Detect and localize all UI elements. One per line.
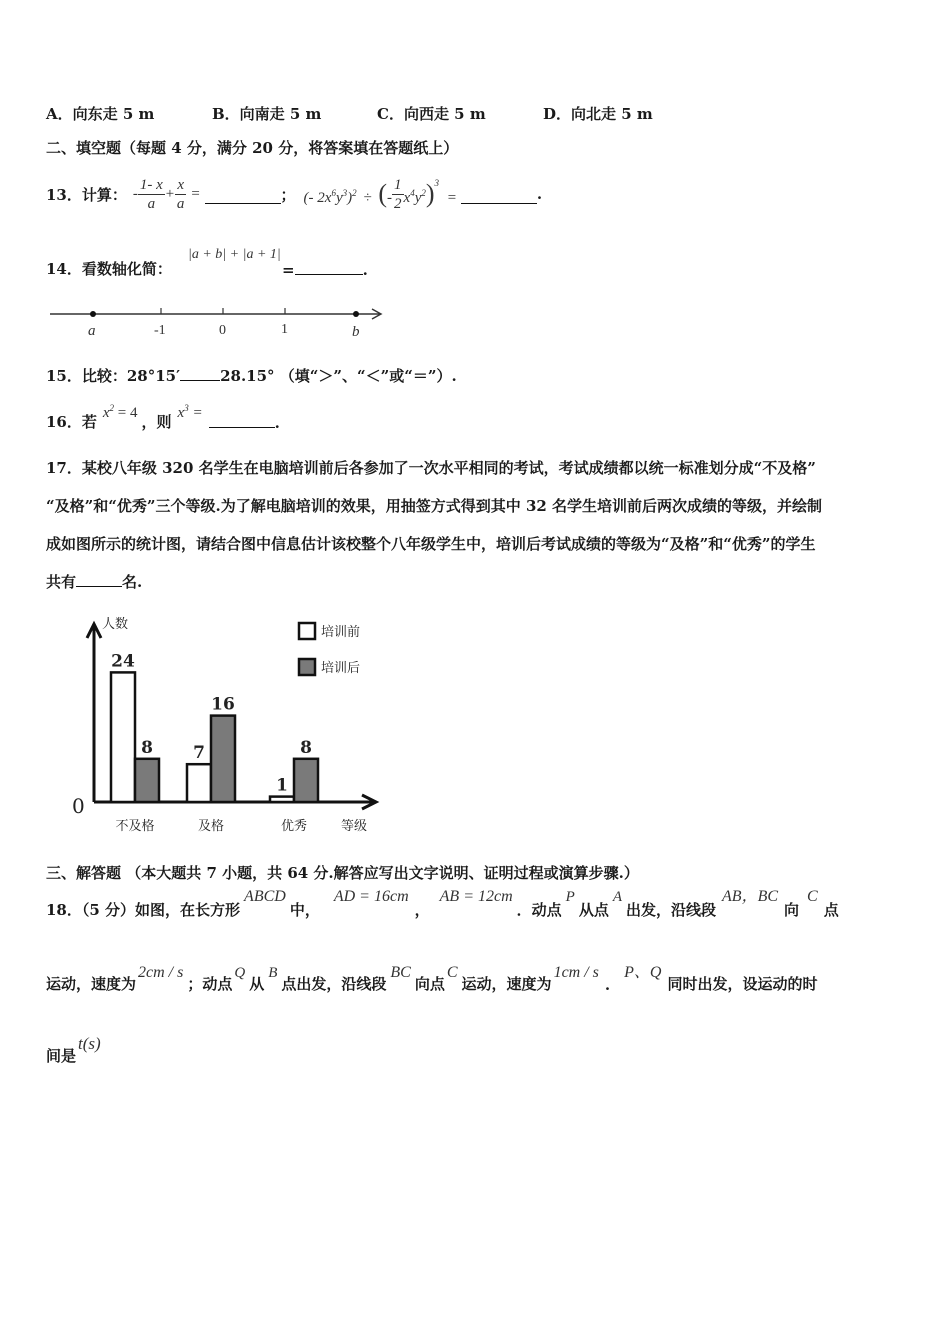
q18-c: C (807, 888, 818, 905)
axis-label-1: 1 (281, 322, 288, 337)
data-label-after-2: 16 (211, 694, 235, 715)
q13-expr-2 (304, 179, 392, 209)
bar-before-2 (187, 764, 211, 802)
q18-pq: P、Q (624, 964, 662, 981)
q17-line-4b: 名. (122, 573, 143, 591)
q13-answer-blank-1[interactable] (205, 185, 281, 204)
q18-text-1e: 从点 (578, 901, 609, 919)
q13-close-paren: ) (347, 190, 353, 206)
q13-f1-denominator: a (147, 195, 156, 212)
x-axis-label: 等级 (341, 819, 368, 834)
q13-y1: y (335, 190, 343, 206)
q17-line-4 (46, 571, 142, 592)
q18-ab-bc: AB，BC (722, 888, 779, 905)
section-3-title: 三、解答题 （本大题共 7 小题，共 64 分.解答应写出文字说明、证明过程或演算步骤.） (46, 864, 639, 882)
q18-b: B (268, 965, 278, 981)
q18-text-1a: 18．（5 分）如图，在长方形 (46, 901, 241, 919)
q18-text-2h: 同时出发，设运动的时 (667, 975, 818, 993)
q18-text-1b: 中， (289, 901, 320, 919)
q18-text-2e: 向点 (414, 975, 445, 993)
legend-swatch-after (299, 659, 315, 675)
q16-period: . (274, 414, 280, 432)
q13-x: x (403, 190, 411, 206)
q13-f3-denominator: 2 (394, 195, 402, 212)
data-label-before-2: 7 (193, 743, 205, 764)
q18-ad: AD = 16cm (333, 888, 409, 905)
data-label-before-1: 24 (111, 651, 135, 672)
legend (299, 623, 360, 676)
choice-a: A．向东走 5 m (46, 105, 155, 123)
q13-exp-6: 6 (331, 188, 336, 198)
q16-cond-exp: 2 (109, 403, 115, 413)
data-label-after-1: 8 (141, 737, 153, 758)
q16-res-x: x (177, 405, 185, 421)
q13-big-paren-close: ) (425, 179, 435, 208)
q16-then: ，则 (141, 413, 172, 431)
q18-text-1h: 点 (823, 901, 839, 919)
q16-condition (103, 403, 138, 436)
q17-answer-blank[interactable] (76, 572, 122, 587)
q15-answer-blank[interactable] (180, 366, 220, 381)
axis-label-minus-1: -1 (154, 323, 166, 338)
q18-a: A (612, 889, 623, 905)
q18-text-1c: ， (414, 901, 430, 919)
axis-label-a: a (88, 323, 96, 339)
axis-label-0: 0 (219, 323, 226, 338)
q14-equals: = (282, 261, 295, 279)
choice-c: C．向西走 5 m (377, 105, 486, 123)
q16-res-equals: = (192, 405, 203, 421)
question-16 (46, 400, 280, 436)
q17-line-1: 17．某校八年级 320 名学生在电脑培训前后各参加了一次水平相同的考试，考试成绩都以统一标准划分成“不及格” (46, 459, 816, 477)
q18-speed-1: 2cm / s (138, 964, 184, 981)
bar-after-2 (211, 716, 235, 802)
q13-exp-3b: 3 (434, 178, 440, 188)
q13-f2-numerator: x (175, 176, 187, 195)
q16-answer-blank[interactable] (209, 413, 275, 428)
q16-res-exp: 3 (184, 403, 189, 413)
bar-after-3 (294, 759, 318, 802)
section-2-title: 二、填空题（每题 4 分，满分 20 分，将答案填在答题纸上） (46, 139, 459, 157)
q18-p: P (565, 889, 575, 905)
bars-group (111, 651, 318, 802)
legend-swatch-before (299, 623, 315, 639)
choice-d: D．向北走 5 m (543, 105, 653, 123)
q18-text-2g: . (604, 976, 611, 994)
point-b (353, 311, 359, 317)
q14-expression: |a + b| + |a + 1| (188, 247, 281, 262)
data-label-after-3: 8 (300, 737, 312, 758)
data-label-before-3: 1 (276, 775, 288, 796)
q13-exp-4: 4 (410, 188, 415, 198)
q13-f2-denominator: a (176, 195, 185, 212)
q18-text-2a: 运动，速度为 (46, 975, 137, 993)
q13-fraction-2 (175, 176, 187, 213)
q13-minus-2: - (387, 190, 393, 206)
q13-equals: = (190, 185, 201, 202)
q13-f1-numerator: 1- x (139, 176, 163, 193)
q14-period: . (362, 261, 368, 279)
bar-after-1 (135, 759, 159, 802)
q13-exp-3a: 3 (342, 188, 348, 198)
q18-line-1 (46, 884, 839, 924)
q18-abcd: ABCD (244, 888, 286, 905)
q13-exp-2b: 2 (421, 188, 426, 198)
q13-fraction-3 (392, 176, 404, 213)
q16-cond-x: x (102, 405, 110, 421)
q18-c-2: C (446, 964, 458, 981)
q13-e2-left: (- 2x (303, 190, 332, 206)
q17-line-3: 成如图所示的统计图，请结合图中信息估计该校整个八年级学生中，培训后考试成绩的等级为“及格”和“优秀”的学生 (46, 535, 816, 553)
q15-text-b: 28.15° （填“＞”、“＜”或“＝”）. (220, 367, 457, 385)
q18-text-1f: 出发，沿线段 (626, 901, 717, 919)
q13-minus: - (132, 185, 138, 202)
q18-line-2 (46, 960, 817, 998)
question-13 (46, 172, 542, 216)
bar-chart (60, 606, 400, 842)
q16-label: 16．若 (46, 413, 97, 431)
q13-y2: y (414, 190, 422, 206)
q18-text-2f: 运动，速度为 (461, 975, 552, 993)
number-line (46, 300, 396, 342)
category-label-2: 及格 (197, 819, 225, 834)
y-axis-label: 人数 (102, 617, 129, 632)
q13-separator: ； (280, 185, 296, 204)
q18-text-2d: 点出发，沿线段 (281, 975, 387, 993)
choice-b: B．向南走 5 m (212, 105, 322, 123)
category-label-1: 不及格 (115, 819, 155, 834)
q13-fraction-1 (138, 176, 165, 213)
q18-ts: t(s) (78, 1034, 101, 1053)
q13-answer-blank-2[interactable] (461, 185, 537, 204)
q18-text-2c: 从 (249, 975, 265, 993)
category-label-3: 优秀 (280, 819, 308, 834)
q13-big-paren-open: ( (378, 179, 388, 208)
q13-expr-3 (404, 179, 461, 209)
legend-label-after: 培训后 (321, 661, 361, 676)
q18-bc: BC (390, 964, 411, 981)
q13-exp-2: 2 (352, 188, 357, 198)
q14-answer-line (282, 258, 368, 279)
q15-text-a: 15．比较：28°15′ (46, 367, 181, 385)
bar-before-1 (111, 672, 135, 802)
q18-text-3a: 间是 (46, 1047, 77, 1065)
q14-label: 14．看数轴化简： (46, 260, 172, 278)
q18-text-2b: ；动点 (187, 975, 233, 993)
point-a (90, 311, 96, 317)
q18-line-3 (46, 1034, 101, 1070)
axis-label-b: b (352, 324, 360, 340)
q17-line-2: “及格”和“优秀”三个等级.为了解电脑培训的效果，用抽签方式得到其中 32 名学生培训前后两次成绩的等级，并绘制 (46, 497, 823, 515)
q13-f3-numerator: 1 (394, 176, 402, 193)
q13-plus: + (164, 185, 175, 202)
q16-answer (209, 413, 280, 436)
q17-line-4a: 共有 (46, 573, 77, 591)
q13-label: 13．计算： (46, 185, 127, 204)
q16-cond-value: = 4 (117, 405, 138, 421)
q18-text-1g: 向 (784, 901, 800, 919)
bar-before-3 (270, 797, 294, 802)
question-15 (46, 365, 457, 386)
legend-label-before: 培训前 (321, 625, 361, 640)
q13-period: . (536, 185, 543, 203)
q18-ab: AB = 12cm (439, 888, 513, 905)
q18-speed-2: 1cm / s (553, 964, 599, 981)
q18-text-1d: ．动点 (516, 901, 562, 919)
q14-answer-blank[interactable] (295, 258, 363, 275)
q18-q: Q (234, 965, 246, 981)
origin-label: 0 (72, 794, 85, 818)
q13-equals-2: = (446, 190, 457, 206)
q16-result (178, 403, 203, 436)
q13-divide: ÷ (363, 190, 372, 206)
